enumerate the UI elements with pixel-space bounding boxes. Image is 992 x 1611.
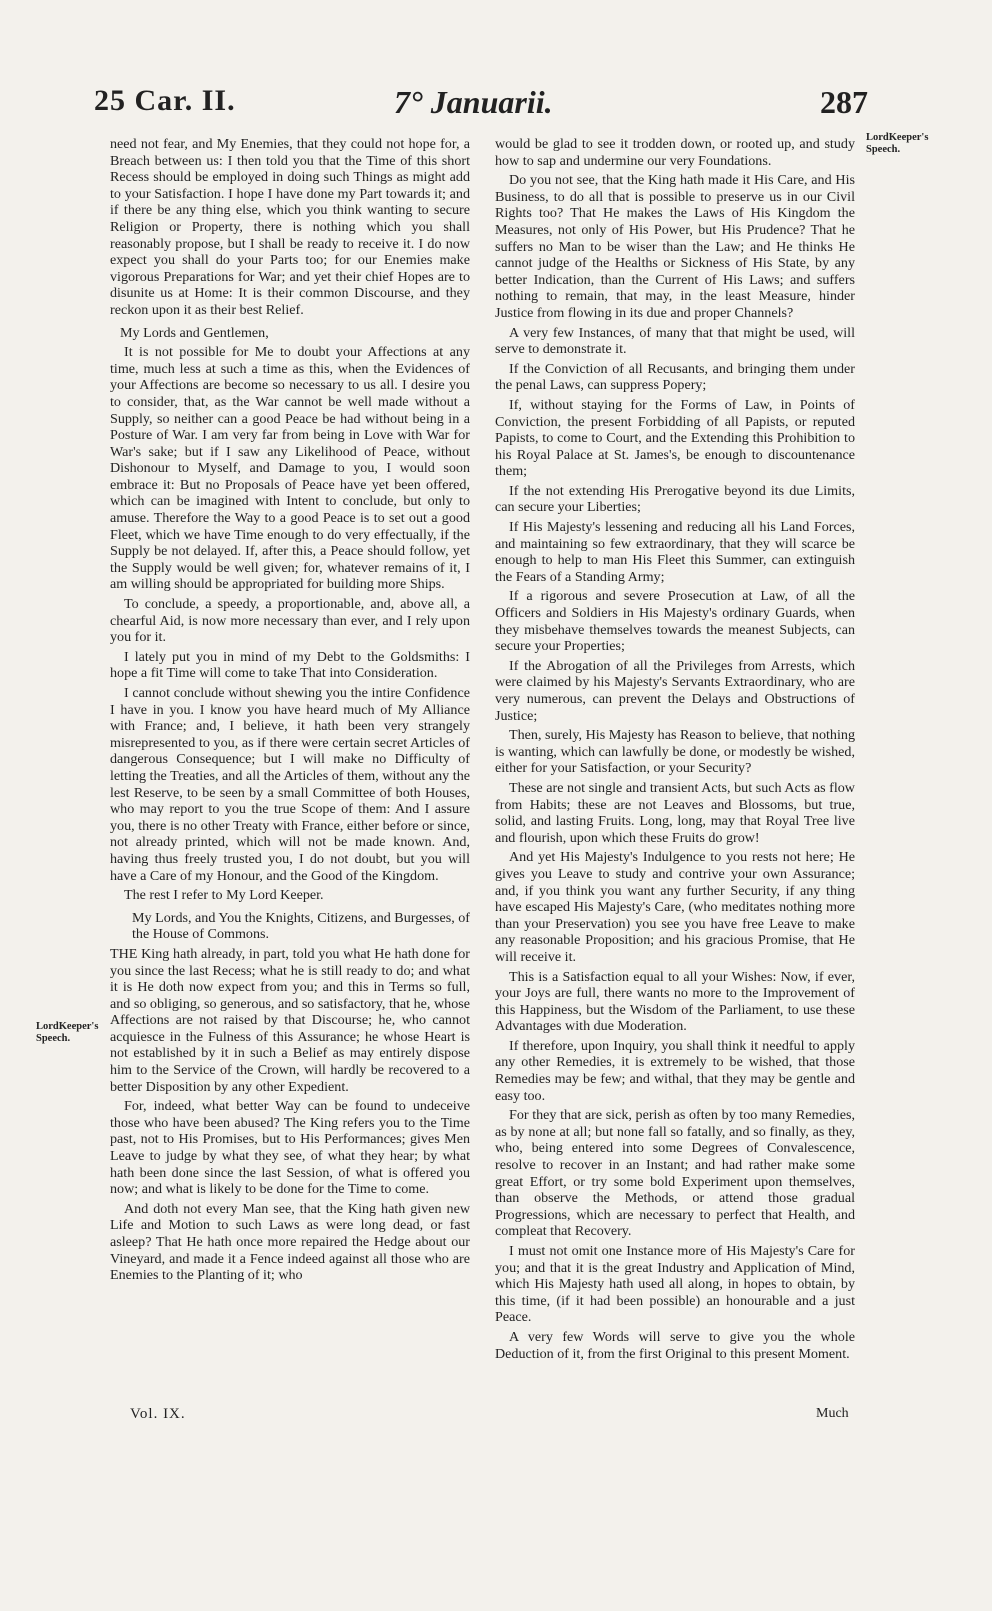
paragraph: I lately put you in mind of my Debt to the Goldsmiths: I hope a fit Time will come to take That into Consideration. xyxy=(110,648,470,682)
paragraph: This is a Satisfaction equal to all your Wishes: Now, if ever, your Joys are full, there wants no more to the Improvement of this Happiness, but the Wisdom of the Parliament, to use these Advantages with due Moderation. xyxy=(495,968,855,1035)
paragraph: need not fear, and My Enemies, that they could not hope for, a Breach between us: I then told you that the Time of this short Recess should be employed in doing such Things as might add to your Satisfaction. I hope I have done my Part towards it; and if there be any thing else, which you think wanting to secure Religion or Property, there is nothing which you shall reasonably propose, but I shall be ready to receive it. I do now expect you shall do your Parts too; for our Enemies make vigorous Preparations for War; and yet their chief Hopes are to disunite us at Home: It is their common Discourse, and they reckon upon it as their best Relief. xyxy=(110,136,470,318)
paragraph: To conclude, a speedy, a proportionable, and, above all, a chearful Aid, is now more necessary than ever, and I rely upon you for it. xyxy=(110,596,470,646)
paragraph: A very few Words will serve to give you the whole Deduction of it, from the first Original to this present Moment. xyxy=(495,1328,855,1362)
paragraph: The rest I refer to My Lord Keeper. xyxy=(124,887,324,904)
paragraph: If the Conviction of all Recusants, and bringing them under the penal Laws, can suppress Popery; xyxy=(495,360,855,394)
paragraph: I cannot conclude without shewing you the intire Confidence I have in you. I know you have heard much of My Alliance with France; and, I believe, it hath been very strangely misrepresented to you, as if there were certain secret Articles of dangerous Consequence; but I will make no Difficulty of letting the Treaties, and all the Articles of them, without any the lest Reserve, to be seen by a small Committee of both Houses, who may report to you the true Scope of them: And I assure you, there is no other Treaty with France, either before or since, not already printed, which will not be made known. And, having thus freely trusted you, I do not doubt, but you will have a Care of my Honour, and the Good of the Kingdom. xyxy=(110,685,470,884)
paragraph: THE King hath already, in part, told you what He hath done for you since the last Recess; what he is still ready to do; and what it is He doth now expect from you; and this in Terms so full, and so obliging, so generous, and so satisfactory, that he, whose Affections are not raised by that Discourse; he, who cannot acquiesce in the Fulness of this Assurance; he whose Heart is not established by it in such a Belief as may entirely dispose him to the Service of the Crown, will hardly be recovered to a better Disposition by any other Expedient. xyxy=(110,945,470,1095)
paragraph: If therefore, upon Inquiry, you shall think it needful to apply any other Remedies, it is extremely to be wished, that those Remedies may be few; and withal, that they may be gentle and easy too. xyxy=(495,1037,855,1104)
paragraph: A very few Instances, of many that that might be used, will serve to demonstrate it. xyxy=(495,324,855,358)
volume-signature: Vol. IX. xyxy=(130,1406,186,1422)
paragraph: These are not single and transient Acts, but such Acts as flow from Habits; these are not Leaves and Blossoms, but true, solid, and lasting Fruits. Long, long, may that Royal Tree live and flourish, upon which these Fruits do grow! xyxy=(495,779,855,846)
paragraph: And doth not every Man see, that the King hath given new Life and Motion to such Laws as were long dead, or fast asleep? That He hath once more repaired the Hedge about our Vineyard, and made it a Fence indeed against all those who are Enemies to the Planting of it; who xyxy=(110,1200,470,1284)
header-regnal-year: 25 Car. II. xyxy=(94,84,236,117)
running-header xyxy=(94,84,868,132)
page-number: 287 xyxy=(820,84,868,120)
paragraph: For they that are sick, perish as often by too many Remedies, as by none at all; but none fall so fatally, and so finally, as they, who, being entered into some Degrees of Convalescence, resolve to recover in an Instant; and had rather make some great Effort, or try some bold Experiment upon themselves, than observe the Methods, or attend those gradual Progressions, which are necessary to perfect that Health, and compleat that Recovery. xyxy=(495,1107,855,1240)
header-date: 7° Januarii. xyxy=(394,84,553,120)
paragraph: If a rigorous and severe Prosecution at Law, of all the Officers and Soldiers in His Majesty's ordinary Guards, when they misbehave themselves towards the meanest Subjects, can secure your Properties; xyxy=(495,588,855,655)
paragraph: And yet His Majesty's Indulgence to you rests not here; He gives you Leave to study and contrive your own Assurance; and, if you think you want any further Security, if any thing have escaped His Majesty's Care, (who meditates nothing more than your Preservation) you see you have free Leave to make any reasonable Proposition; and his gracious Promise, that He will receive it. xyxy=(495,849,855,965)
left-column xyxy=(110,136,470,1287)
paragraph: I must not omit one Instance more of His Majesty's Care for you; and that it is the great Industry and Application of Mind, which His Majesty hath used all along, in hopes to obtain, by this time, (if it had been possible) an honourable and a just Peace. xyxy=(495,1243,855,1326)
address-heading: My Lords, and You the Knights, Citizens, and Burgesses, of the House of Commons. xyxy=(132,909,470,943)
paragraph: For, indeed, what better Way can be found to undeceive those who have been abused? The King refers you to the Time past, not to His Promises, but to His Performances; gives Men Leave to judge by what they see, of what they hear; by what hath been done since the last Session, of what is offered you now; and what is likely to be done for the Time to come. xyxy=(110,1098,470,1198)
catchword: Much xyxy=(816,1406,849,1421)
paragraph: would be glad to see it trodden down, or rooted up, and study how to sap and undermine our very Foundations. xyxy=(495,136,855,169)
paragraph: Then, surely, His Majesty has Reason to believe, that nothing is wanting, which can lawfully be done, or modestly be wished, either for your Satisfaction, or your Security? xyxy=(495,727,855,777)
paragraph: If the Abrogation of all the Privileges from Arrests, which were claimed by his Majesty's Servants Extraordinary, who are very numerous, can prevent the Delays and Obstructions of Justice; xyxy=(495,657,855,724)
paragraph: It is not possible for Me to doubt your Affections at any time, much less at such a time as this, when the Evidences of your Affections are become so necessary to us all. I desire you to consider, that, as the War cannot be well made without a Supply, so neither can a good Peace be had without being in a Posture of War. I am very far from being in Love with War for War's sake; but if I saw any Likelihood of Peace, without Dishonour to Myself, and Damage to you, I would soon embrace it: But no Proposals of Peace have yet been offered, which can be imagined with Intent to conclude, but only to amuse. Therefore the Way to a good Peace is to set out a good Fleet, which we have Time enough to do very effectually, if the Supply be not delayed. If, after this, a Peace should follow, yet the Supply would be well given; for, whatever remains of it, I am willing should be appropriated for building more Ships. xyxy=(110,344,470,593)
margin-note-right: LordKeeper's Speech. xyxy=(866,132,929,155)
address-heading: My Lords and Gentlemen, xyxy=(120,324,269,341)
margin-note-left: LordKeeper's Speech. xyxy=(36,1021,99,1044)
paragraph: Do you not see, that the King hath made it His Care, and His Business, to do all that is possible to preserve us in our Civil Rights too? That He makes the Laws of His Kingdom the Measures, not only of His Power, but His Prudence? That he suffers no Man to be wiser than the Law; and He thinks He cannot judge of the Healths or Sickness of His State, by any better Indication, than the Current of His Laws; and suffers nothing to remain, that may, in the least Measure, hinder Justice from flowing in its due and proper Channels? xyxy=(495,172,855,321)
paragraph: If His Majesty's lessening and reducing all his Land Forces, and maintaining so few extraordinary, that they will scarce be enough to help to man His Fleet this Summer, can extinguish the Fears of a Standing Army; xyxy=(495,519,855,585)
paragraph: If the not extending His Prerogative beyond its due Limits, can secure your Liberties; xyxy=(495,482,855,516)
paragraph: If, without staying for the Forms of Law, in Points of Conviction, the present Forbidding of all Papists, or reputed Papists, to come to Court, and the Extending this Prohibition to his Royal Palace at St. James's, be enough to discountenance them; xyxy=(495,396,855,480)
right-column xyxy=(495,136,855,1365)
